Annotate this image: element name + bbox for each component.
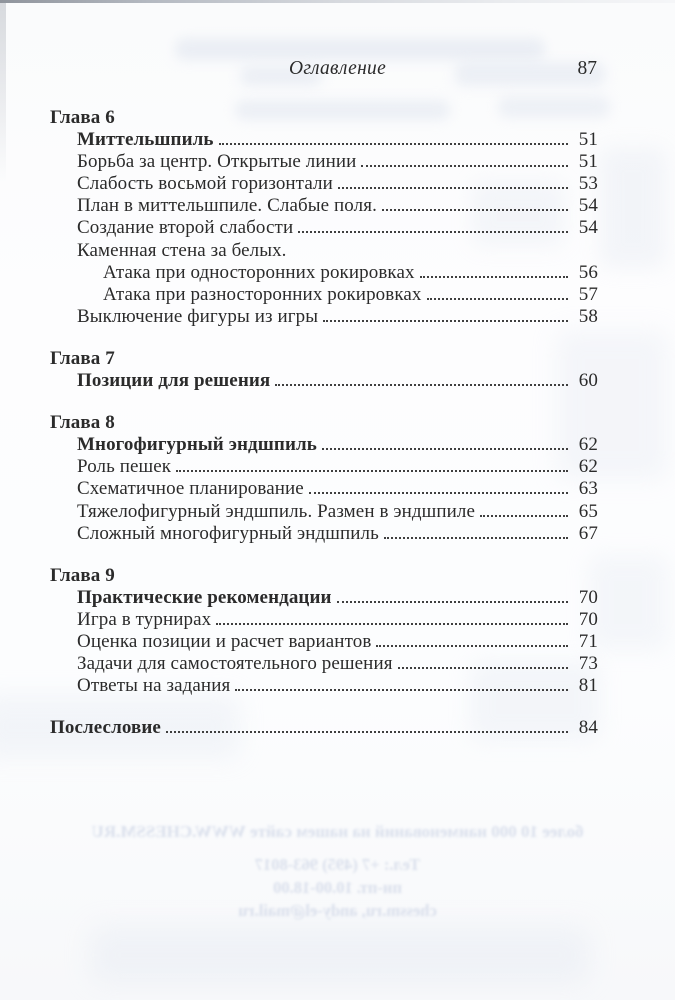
chapter-heading: Глава 7	[50, 347, 115, 369]
toc-entry	[50, 217, 598, 239]
scan-edge-left	[0, 3, 6, 183]
dot-leader	[235, 689, 568, 691]
toc-entry-page: 67	[578, 522, 598, 544]
toc-entry-page: 70	[578, 608, 598, 630]
toc-entry	[50, 675, 598, 697]
toc-entry-title: Оценка позиции и расчет вариантов	[77, 630, 372, 652]
toc-entry-title: Послесловие	[50, 717, 161, 739]
dot-leader	[376, 645, 568, 647]
toc-entry-page: 53	[578, 173, 598, 195]
dot-leader	[275, 384, 568, 386]
toc-chapter	[50, 107, 598, 328]
running-title-text: Оглавление	[288, 58, 387, 79]
toc-entry-page: 57	[578, 283, 598, 305]
toc-entry-title: Миттельшпиль	[77, 129, 214, 151]
dot-leader	[398, 667, 568, 669]
dot-leader	[323, 320, 568, 322]
chapter-heading: Глава 6	[50, 107, 115, 128]
bleed-through-blob	[175, 38, 545, 60]
toc-entry-title: Схематичное планирование	[77, 478, 304, 500]
toc-entry	[50, 653, 598, 675]
dot-leader	[338, 187, 568, 189]
dot-leader	[176, 470, 568, 472]
toc-entry-title: План в миттельшпиле. Слабые поля.	[77, 195, 377, 217]
toc-entry-title: Атака при односторонних рокировках	[103, 261, 415, 283]
dot-leader	[219, 143, 568, 145]
toc-entry	[50, 262, 598, 284]
dot-leader	[166, 731, 568, 733]
toc-entry-page: 51	[578, 151, 598, 173]
dot-leader	[361, 165, 568, 167]
toc-entry-title: Каменная стена за белых.	[77, 239, 287, 261]
afterword-entry	[50, 717, 598, 739]
toc-entry	[50, 151, 598, 173]
toc-entry	[50, 240, 598, 262]
toc-chapter	[50, 348, 598, 392]
toc-entry	[50, 587, 598, 609]
bleed-through-blob	[600, 148, 666, 268]
dot-leader	[216, 623, 568, 625]
bleed-through-line: пн-пт. 10.00-18.00	[273, 878, 402, 897]
toc-entry	[50, 478, 598, 500]
toc-entry-title: Практические рекомендации	[77, 586, 332, 608]
toc-entry-title: Атака при разносторонних рокировках	[103, 283, 422, 305]
toc-entry-page: 62	[578, 456, 598, 478]
toc-entry-title: Ответы на задания	[77, 675, 231, 697]
bleed-through-line: Тел.: +7 (495) 963-8017	[254, 855, 421, 874]
toc-entry-page: 54	[578, 217, 598, 239]
toc	[50, 107, 598, 739]
toc-entry	[50, 501, 598, 523]
toc-entry-page: 70	[578, 586, 598, 608]
toc-entry-page: 60	[578, 370, 598, 392]
toc-entry	[50, 129, 598, 151]
chapter-heading: Глава 8	[50, 412, 115, 434]
toc-entry-title: Создание второй слабости	[77, 217, 294, 239]
toc-entry-page: 58	[578, 305, 598, 327]
toc-entry-page: 56	[578, 261, 598, 283]
toc-entry-page: 73	[578, 653, 598, 675]
dot-leader	[384, 537, 568, 539]
dot-leader	[337, 601, 568, 603]
toc-entry	[50, 609, 598, 631]
dot-leader	[322, 448, 568, 450]
toc-entry-page: 81	[578, 675, 598, 697]
toc-entry-page: 71	[578, 630, 598, 652]
toc-chapter	[50, 412, 598, 545]
toc-entry	[50, 434, 598, 456]
dot-leader	[298, 231, 568, 233]
toc-entry-page: 63	[578, 478, 598, 500]
scan-edge-top	[0, 0, 675, 3]
toc-entry-title: Игра в турнирах	[77, 608, 212, 630]
toc-entry-title: Сложный многофигурный эндшпиль	[77, 522, 379, 544]
toc-entry-page: 65	[578, 500, 598, 522]
toc-entry-title: Борьба за центр. Открытые линии	[77, 151, 357, 173]
toc-entry	[50, 456, 598, 478]
bleed-through-line: chessm.ru, andy-el@mail.ru	[238, 901, 437, 920]
bleed-through-blob	[588, 555, 668, 650]
toc-entry-title: Слабость восьмой горизонтали	[77, 173, 333, 195]
dot-leader	[427, 298, 568, 300]
toc-entry	[50, 523, 598, 545]
toc-entry-title: Многофигурный эндшпиль	[77, 434, 317, 456]
dot-leader	[420, 276, 568, 278]
toc-entry-title: Задачи для самостоятельного решения	[77, 653, 393, 675]
running-title	[0, 58, 675, 80]
page-number: 87	[577, 58, 597, 79]
toc-entry	[50, 631, 598, 653]
toc-entry-title: Роль пешек	[77, 456, 172, 478]
bleed-through-blob	[90, 926, 590, 984]
toc-chapter	[50, 565, 598, 698]
toc-entry-page: 84	[578, 717, 598, 739]
toc-entry	[50, 306, 598, 328]
dot-leader	[382, 209, 568, 211]
toc-entry-title: Выключение фигуры из игры	[77, 305, 319, 327]
dot-leader	[309, 492, 568, 494]
toc-entry-title: Тяжелофигурный эндшпиль. Размен в эндшпиле	[77, 500, 476, 522]
toc-entry-page: 54	[578, 195, 598, 217]
toc-entry-page: 62	[578, 434, 598, 456]
bleed-through-text	[60, 820, 615, 922]
toc-entry	[50, 195, 598, 217]
toc-entry	[50, 284, 598, 306]
toc-entry-title: Позиции для решения	[77, 370, 271, 392]
toc-entry	[50, 173, 598, 195]
chapter-heading: Глава 9	[50, 564, 115, 586]
toc-entry-page: 51	[578, 129, 598, 151]
bleed-through-line: более 10 000 наименований на нашем сайте WWW.CHESSM.RU	[91, 822, 584, 841]
dot-leader	[480, 515, 568, 517]
toc-entry	[50, 370, 598, 392]
